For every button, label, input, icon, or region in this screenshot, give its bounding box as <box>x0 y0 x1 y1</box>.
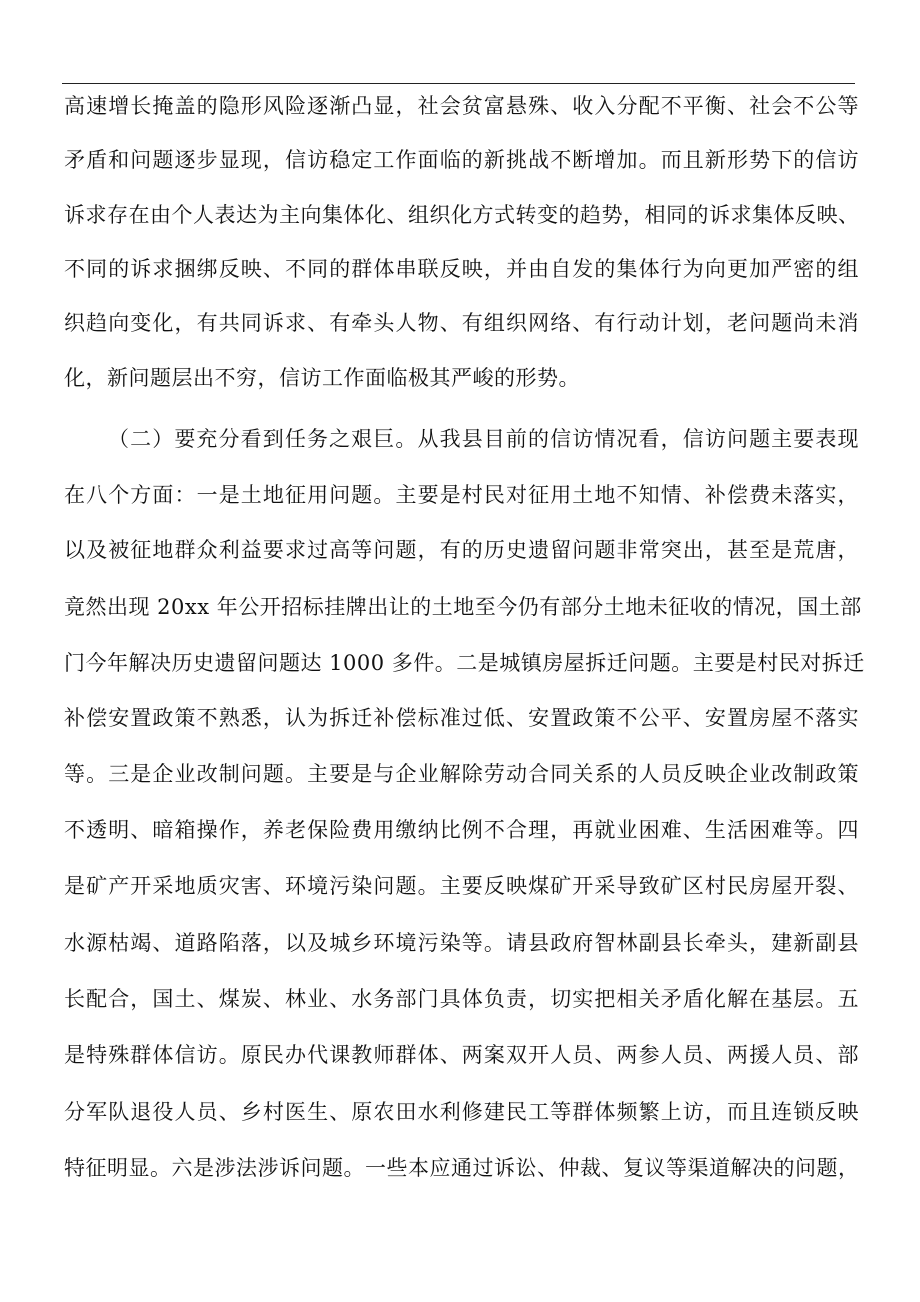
text-line: 以及被征地群众利益要求过高等问题，有的历史遗留问题非常突出，甚至是荒唐， <box>64 538 859 562</box>
text-line: 是特殊群体信访。原民办代课教师群体、两案双开人员、两参人员、两援人员、部 <box>64 1043 859 1067</box>
text-line: 高速增长掩盖的隐形风险逐渐凸显，社会贫富悬殊、收入分配不平衡、社会不公等 <box>64 94 859 118</box>
text-line: 是矿产开采地质灾害、环境污染问题。主要反映煤矿开采导致矿区村民房屋开裂、 <box>64 874 859 898</box>
text-line: 在八个方面：一是土地征用问题。主要是村民对征用土地不知情、补偿费未落实， <box>64 483 859 507</box>
text-line: 门今年解决历史遗留问题达 1000 多件。二是城镇房屋拆迁问题。主要是村民对拆迁 <box>64 651 865 675</box>
text-line: 补偿安置政策不熟悉，认为拆迁补偿标准过低、安置政策不公平、安置房屋不落实 <box>64 706 859 730</box>
text-line: 等。三是企业改制问题。主要是与企业解除劳动合同关系的人员反映企业改制政策 <box>64 762 859 786</box>
text-line: 不透明、暗箱操作，养老保险费用缴纳比例不合理，再就业困难、生活困难等。四 <box>64 818 859 842</box>
text-line: 分军队退役人员、乡村医生、原农田水利修建民工等群体频繁上访，而且连锁反映 <box>64 1100 859 1124</box>
text-line: 水源枯竭、道路陷落，以及城乡环境污染等。请县政府智林副县长牵头，建新副县 <box>64 931 859 955</box>
text-line: 织趋向变化，有共同诉求、有牵头人物、有组织网络、有行动计划，老问题尚未消 <box>64 311 859 335</box>
text-line: 化，新问题层出不穷，信访工作面临极其严峻的形势。 <box>64 366 580 390</box>
paragraph-heading-line: （二）要充分看到任务之艰巨。从我县目前的信访情况看，信访问题主要表现 <box>108 427 859 451</box>
text-line: 诉求存在由个人表达为主向集体化、组织化方式转变的趋势，相同的诉求集体反映、 <box>64 203 860 227</box>
text-line: 不同的诉求捆绑反映、不同的群体串联反映，并由自发的集体行为向更加严密的组 <box>64 257 859 281</box>
text-line: 矛盾和问题逐步显现，信访稳定工作面临的新挑战不断增加。而且新形势下的信访 <box>64 148 859 172</box>
text-line: 长配合，国土、煤炭、林业、水务部门具体负责，切实把相关矛盾化解在基层。五 <box>64 987 859 1011</box>
text-line: 竟然出现 20xx 年公开招标挂牌出让的土地至今仍有部分土地未征收的情况，国土部 <box>64 595 862 619</box>
header-rule <box>62 83 855 84</box>
text-line: 特征明显。六是涉法涉诉问题。一些本应通过诉讼、仲裁、复议等渠道解决的问题， <box>64 1156 860 1180</box>
